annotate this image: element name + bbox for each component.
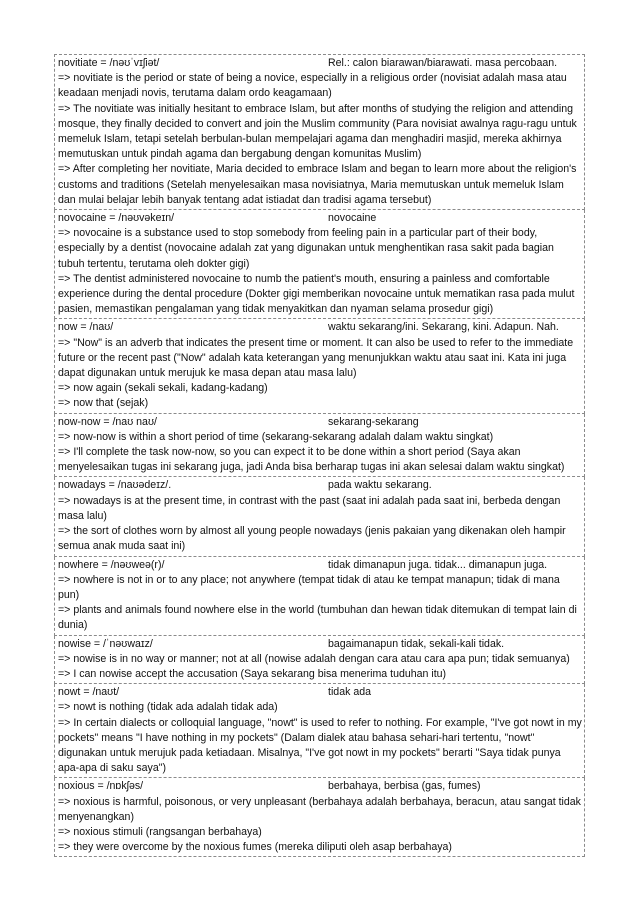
entry-header xyxy=(58,685,582,700)
entry-line: => novocaine is a substance used to stop somebody from feeling pain in a particular part of their body, especially by a dentist (novocaine adalah zat yang digunakan untuk menghentikan rasa sakit pada bagian tubuh tertentu, terutama oleh dokter gigi) xyxy=(58,227,554,270)
entry-line: => they were overcome by the noxious fumes (mereka diliputi oleh asap berbahaya) xyxy=(58,841,452,854)
entry-term: now-now = /naʊ naʊ/ xyxy=(58,415,157,428)
entry-line: => In certain dialects or colloquial language, "nowt" is used to refer to nothing. For example, "I've got nowt in my pockets" means "I have nothing in my pockets" (Dalam dialek atau bahasa sehari-hari tertentu, "nowt" digunakan untuk merujuk pada ketiadaan. Misalnya, "I've got nowt in my pockets" berarti "Saya tidak punya apa-apa di saku saya") xyxy=(58,716,582,775)
entry-line: => noxious is harmful, poisonous, or very unpleasant (berbahaya adalah berbahaya, beracun, atau sangat tidak menyenangkan) xyxy=(58,795,581,823)
entry-gloss: novocaine xyxy=(328,212,377,225)
entry-line: => noxious stimuli (rangsangan berbahaya) xyxy=(58,825,262,838)
entry-header xyxy=(58,637,582,652)
entry-gloss: tidak ada xyxy=(328,686,371,699)
dictionary-document xyxy=(54,54,585,857)
dictionary-entry xyxy=(54,636,585,685)
dictionary-entry xyxy=(54,477,585,556)
entry-gloss: pada waktu sekarang. xyxy=(328,479,432,492)
entry-term: noxious = /nɒkʃəs/ xyxy=(58,780,144,793)
entry-line: => now that (sejak) xyxy=(58,397,149,410)
entry-line: => now-now is within a short period of time (sekarang-sekarang adalah dalam waktu singkat) xyxy=(58,430,494,443)
entry-term: nowhere = /nəʊweə(r)/ xyxy=(58,558,165,571)
entry-line: => nowhere is not in or to any place; not anywhere (tempat tidak di atau ke tempat manapun; tidak di mana pun) xyxy=(58,573,560,601)
entry-line: => the sort of clothes worn by almost all young people nowadays (jenis pakaian yang dikenakan oleh hampir semua anak muda saat ini) xyxy=(58,525,566,553)
dictionary-entry xyxy=(54,778,585,857)
entry-line: => nowadays is at the present time, in contrast with the past (saat ini adalah pada saat ini, berbeda dengan masa lalu) xyxy=(58,494,561,522)
entry-header xyxy=(58,779,582,794)
dictionary-entry xyxy=(54,54,585,210)
entry-header xyxy=(58,415,582,430)
entry-gloss: Rel.: calon biarawan/biarawati. masa percobaan. xyxy=(328,57,558,69)
entry-line: => novitiate is the period or state of being a novice, especially in a religious order (novisiat adalah masa atau keadaan menjadi novis, terutama dalam ordo keagamaan) xyxy=(58,72,567,100)
entry-gloss: waktu sekarang/ini. Sekarang, kini. Adapun. Nah. xyxy=(328,321,559,334)
entry-gloss: berbahaya, berbisa (gas, fumes) xyxy=(328,780,481,793)
entry-header xyxy=(58,211,582,226)
entry-line: => I can nowise accept the accusation (Saya sekarang bisa menerima tuduhan itu) xyxy=(58,667,447,680)
dictionary-entry xyxy=(54,684,585,778)
entry-header xyxy=(58,558,582,573)
entry-line: => nowise is in no way or manner; not at all (nowise adalah dengan cara atau cara apa pun; tidak semuanya) xyxy=(58,652,570,665)
entry-line: => I'll complete the task now-now, so you can expect it to be done within a short period (Saya akan menyelesaikan tugas ini sekarang juga, jadi Anda bisa berharap tugas ini akan selesai dalam waktu singkat) xyxy=(58,446,565,474)
entry-term: nowadays = /naʊədeɪz/. xyxy=(58,479,172,492)
dictionary-entry xyxy=(54,557,585,636)
entry-gloss: tidak dimanapun juga. tidak... dimanapun juga. xyxy=(328,558,548,571)
entry-term: novitiate = /nəʊˈvɪʃiət/ xyxy=(58,57,160,69)
entry-header xyxy=(58,56,582,71)
entry-line: => "Now" is an adverb that indicates the present time or moment. It can also be used to refer to the immediate future or the recent past ("Now" adalah kata keterangan yang menunjukkan waktu atau saat ini. Kata ini juga dapat digunakan untuk merujuk ke masa depan atau masa lalu) xyxy=(58,336,574,380)
entry-header xyxy=(58,320,582,335)
entry-term: nowt = /naʊt/ xyxy=(58,686,120,699)
entry-header xyxy=(58,478,582,493)
entry-line: => The dentist administered novocaine to numb the patient's mouth, ensuring a painless and comfortable experience during the dental procedure (Dokter gigi memberikan novocaine untuk mematikan rasa pada mulut pasien, memastikan pengalaman yang tidak menyakitkan dan nyaman selama prosedur gigi) xyxy=(58,272,575,316)
entry-line: => After completing her novitiate, Maria decided to embrace Islam and began to learn more about the religion's customs and traditions (Setelah menyelesaikan masa novisiatnya, Maria memutuskan untuk memeluk Islam dan mulai belajar lebih banyak tentang adat istiadat dan tradisi agama tersebut) xyxy=(58,163,577,206)
entry-term: novocaine = /nəʊvəkeɪn/ xyxy=(58,212,175,225)
entry-line: => plants and animals found nowhere else in the world (tumbuhan dan hewan tidak ditemukan di tempat lain di dunia) xyxy=(58,604,577,632)
entry-term: now = /naʊ/ xyxy=(58,321,114,334)
entry-gloss: bagaimanapun tidak, sekali-kali tidak. xyxy=(328,637,505,650)
entry-gloss: sekarang-sekarang xyxy=(328,415,419,428)
dictionary-entry xyxy=(54,210,585,319)
entry-term: nowise = /ˈnəʊwaɪz/ xyxy=(58,637,153,650)
dictionary-entry xyxy=(54,414,585,478)
entry-line: => The novitiate was initially hesitant to embrace Islam, but after months of studying the religion and attending mosque, they finally decided to convert and join the Muslim community (Para novisiat awalnya ragu-ragu untuk memeluk Islam, tetapi setelah berbulan-bulan mempelajari agama dan menghadiri masjid, mereka akhirnya memutuskan untuk pindah agama dan bergabung dengan komunitas Muslim) xyxy=(58,102,577,161)
entry-line: => now again (sekali sekali, kadang-kadang) xyxy=(58,382,268,395)
dictionary-entry xyxy=(54,319,585,413)
entry-line: => nowt is nothing (tidak ada adalah tidak ada) xyxy=(58,701,278,714)
